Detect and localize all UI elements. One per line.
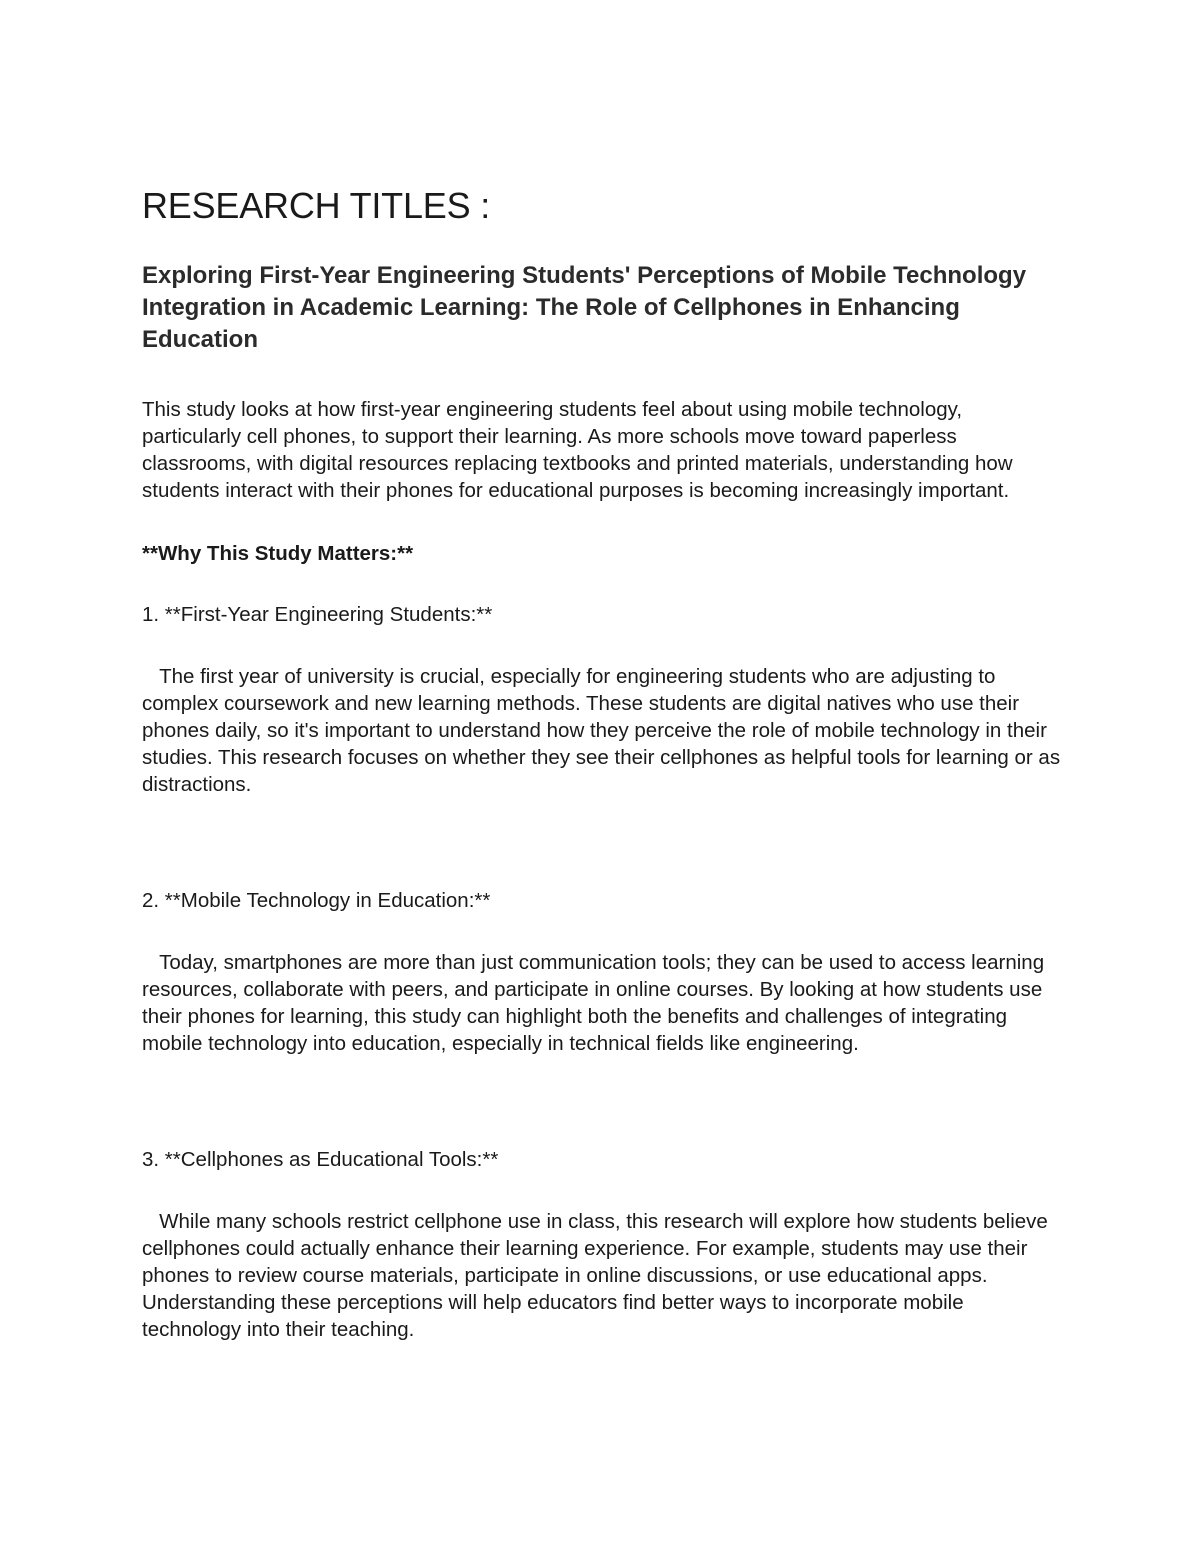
item-body-2: Today, smartphones are more than just communication tools; they can be used to access learning resources, collaborate with peers, and participate in online courses. By looking at how students use their phones for learning, this study can highlight both the benefits and challenges of integrating mobile technology into education, especially in technical fields like engineering. [142, 951, 1050, 1055]
item-section-3 [142, 1146, 1062, 1343]
page-heading: RESEARCH TITLES : [142, 185, 491, 226]
why-heading: **Why This Study Matters:** [142, 542, 414, 565]
item-body-3: While many schools restrict cellphone use in class, this research will explore how students believe cellphones could actually enhance their learning experience. For example, students may use their phones to review course materials, participate in online discussions, or use educational apps. Understanding these perceptions will help educators find better ways to incorporate mobile technology into their teaching. [142, 1210, 1054, 1341]
item-section-1 [142, 601, 1066, 798]
intro-paragraph: This study looks at how first-year engineering students feel about using mobile technology, particularly cell phones, to support their learning. As more schools move toward paperless classrooms, with digital resources replacing textbooks and printed materials, understanding how students interact with their phones for educational purposes is becoming increasingly important. [142, 398, 1019, 502]
research-title: Exploring First-Year Engineering Students' Perceptions of Mobile Technology Integration in Academic Learning: The Role of Cellphones in Enhancing Education [142, 262, 1027, 353]
item-heading-1: 1. **First-Year Engineering Students:** [142, 603, 493, 626]
document-page [142, 185, 1066, 1343]
item-heading-3: 3. **Cellphones as Educational Tools:** [142, 1148, 499, 1171]
item-heading-2: 2. **Mobile Technology in Education:** [142, 889, 491, 912]
item-section-2 [142, 887, 1062, 1057]
item-body-1: The first year of university is crucial, especially for engineering students who are adjusting to complex coursework and new learning methods. These students are digital natives who use their phones daily, so it's important to understand how they perceive the role of mobile technology in their studies. This research focuses on whether they see their cellphones as helpful tools for learning or as distractions. [142, 665, 1066, 796]
